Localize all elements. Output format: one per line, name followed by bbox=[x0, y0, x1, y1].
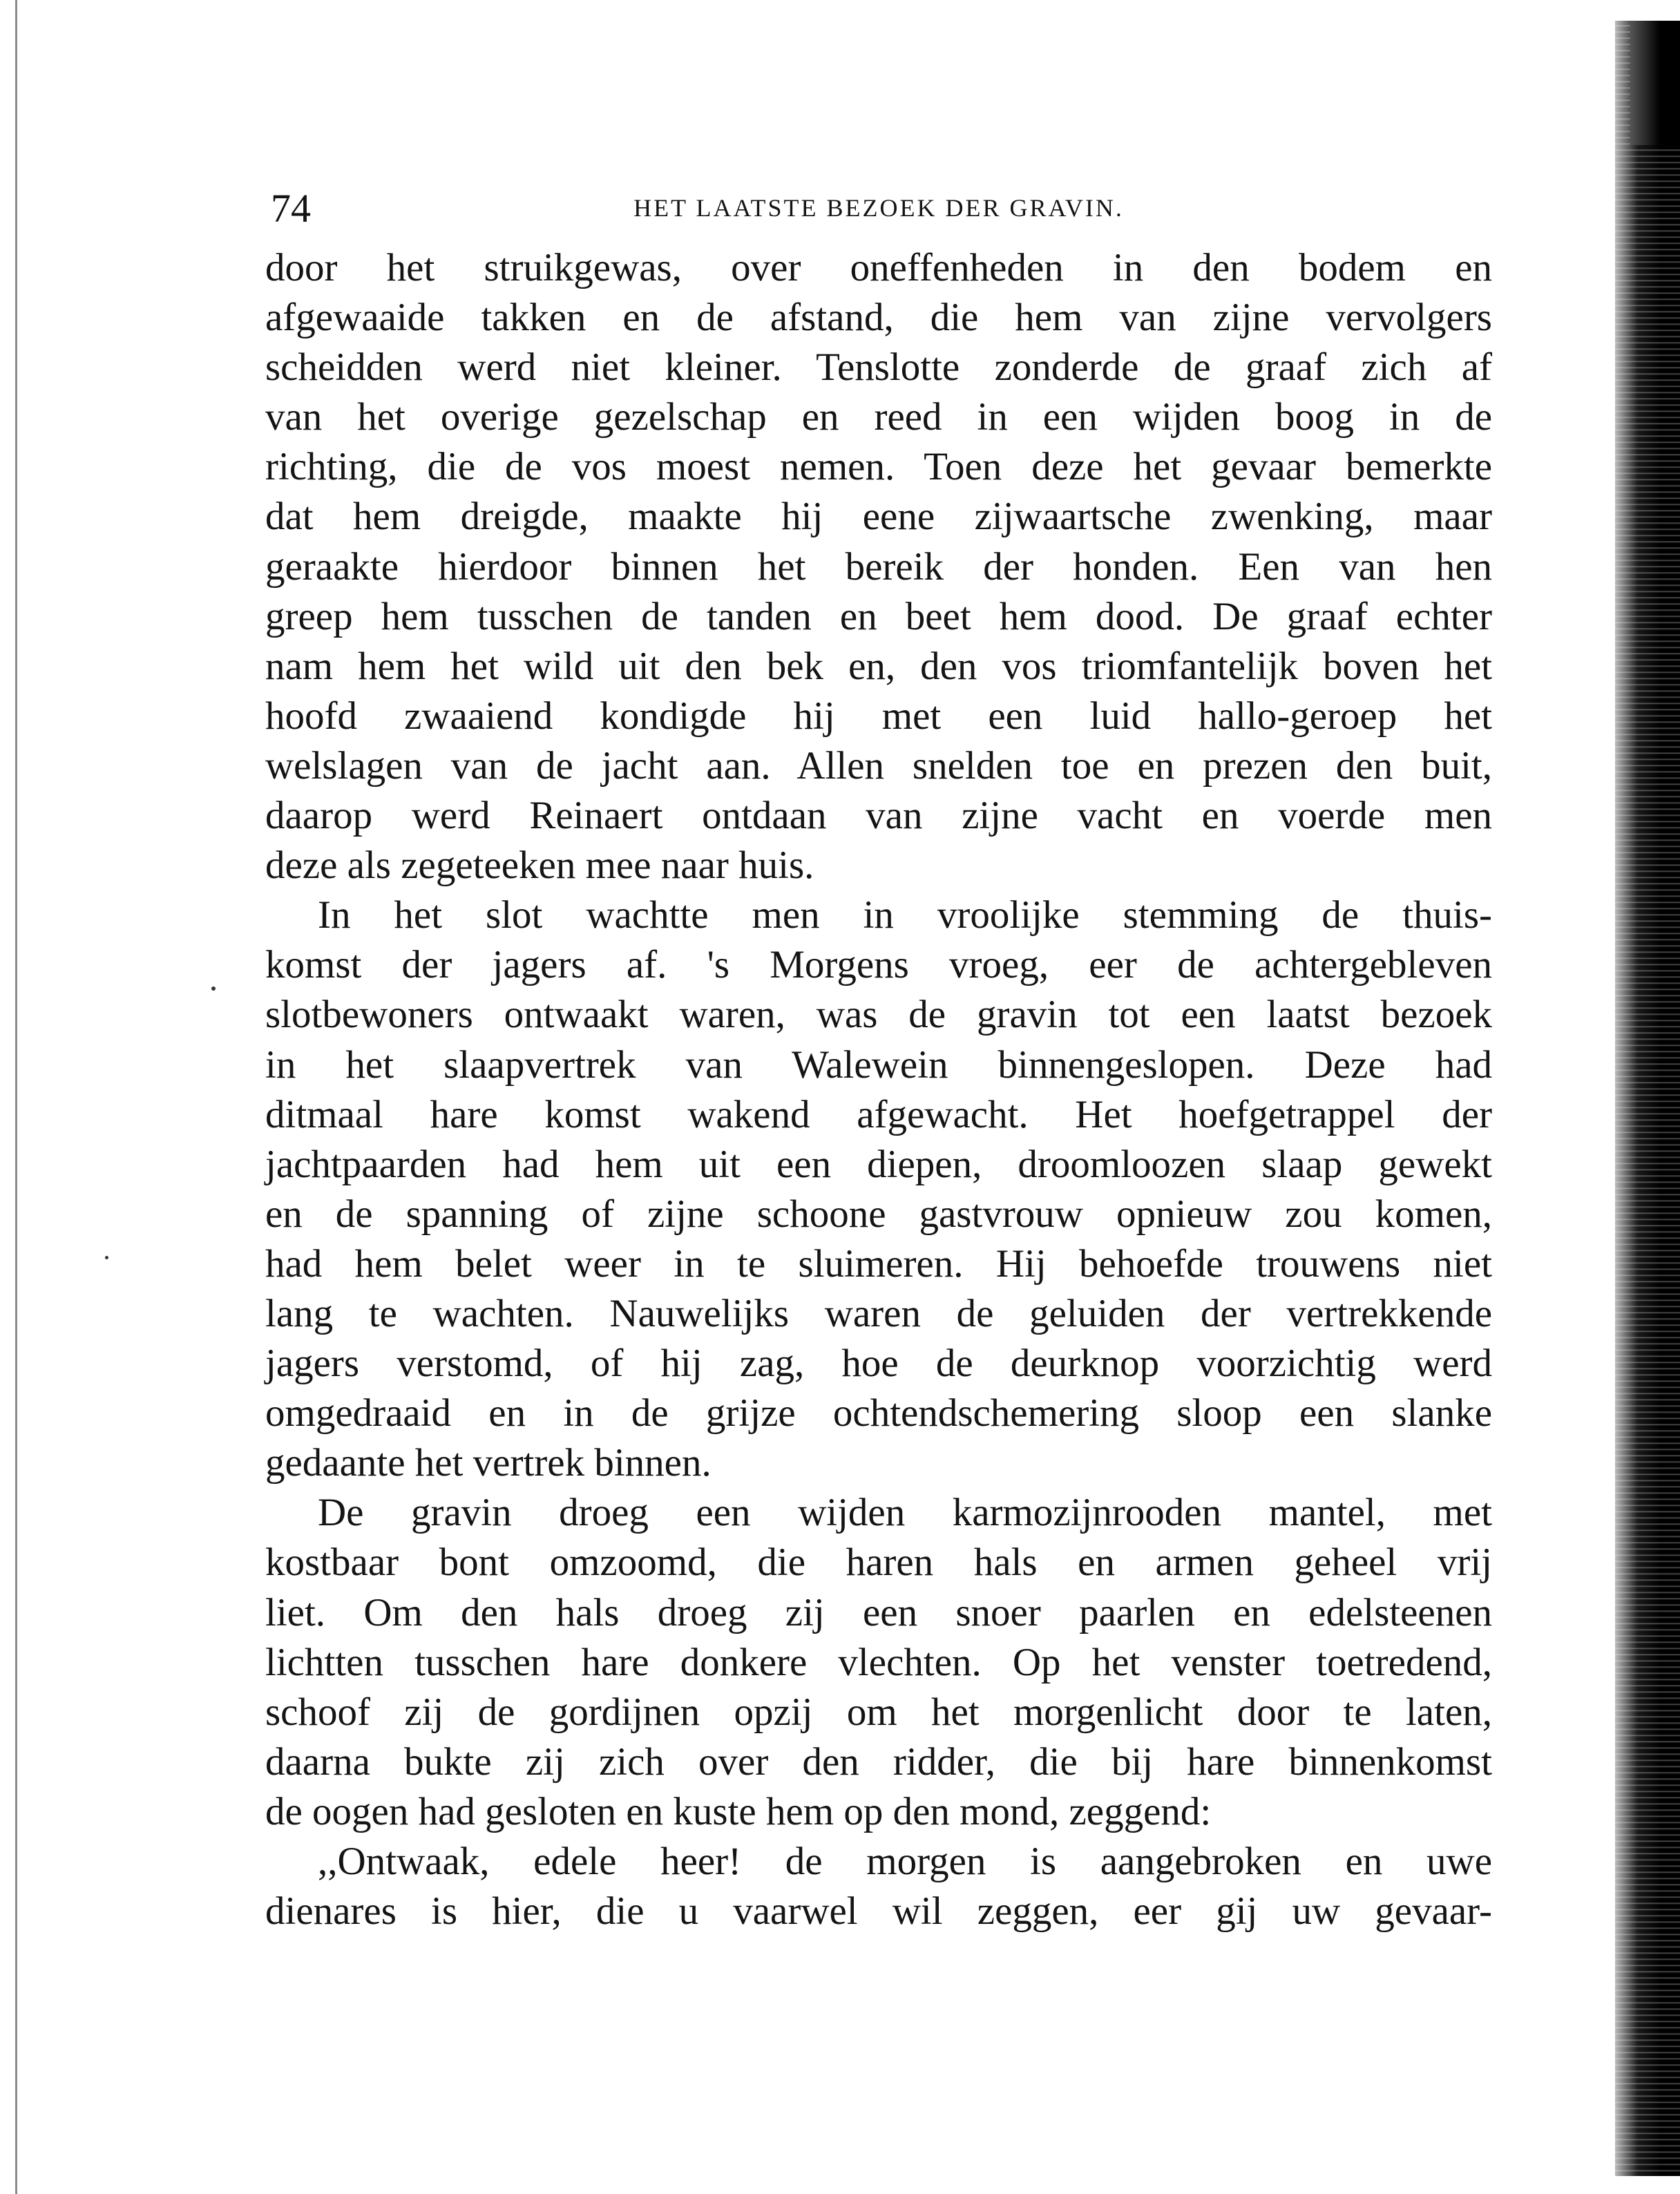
text-line: jagers verstomd, of hij zag, hoe de deurknop voorzichtig werd bbox=[265, 1342, 1492, 1386]
text-line: omgedraaid en in de grijze ochtendschemering sloop een slanke bbox=[265, 1391, 1492, 1435]
text-line: In het slot wachtte men in vroolijke stemming de thuis- bbox=[318, 893, 1492, 937]
text-line: schoof zij de gordijnen opzij om het morgenlicht door te laten, bbox=[265, 1690, 1492, 1734]
text-line: deze als zegeteeken mee naar huis. bbox=[265, 843, 814, 888]
paragraph-4 bbox=[265, 1837, 1492, 1936]
left-page-edge-shadow bbox=[15, 0, 17, 2194]
text-line: daarop werd Reinaert ontdaan van zijne vacht en voerde men bbox=[265, 794, 1492, 838]
text-line: had hem belet weer in te sluimeren. Hij behoefde trouwens niet bbox=[265, 1241, 1492, 1286]
text-line: daarna bukte zij zich over den ridder, die bij hare binnenkomst bbox=[265, 1739, 1492, 1784]
running-head: HET LAATSTE BEZOEK DER GRAVIN. bbox=[633, 194, 1124, 222]
text-line: greep hem tusschen de tanden en beet hem dood. De graaf echter bbox=[265, 594, 1492, 638]
text-line: komst der jagers af. 's Morgens vroeg, eer de achtergebleven bbox=[265, 943, 1492, 987]
text-line: De gravin droeg een wijden karmozijnrooden mantel, met bbox=[318, 1491, 1492, 1535]
text-line: van het overige gezelschap en reed in een wijden boog in de bbox=[265, 395, 1492, 439]
text-line: scheidden werd niet kleiner. Tenslotte zonderde de graaf zich af bbox=[265, 345, 1492, 390]
text-line: dat hem dreigde, maakte hij eene zijwaartsche zwenking, maar bbox=[265, 495, 1492, 539]
right-page-edge-shadow bbox=[1615, 21, 1680, 2176]
text-line: en de spanning of zijne schoone gastvrouw opnieuw zou komen, bbox=[265, 1192, 1492, 1236]
scan-speck bbox=[105, 1256, 108, 1259]
page-header bbox=[271, 181, 1445, 236]
body-text bbox=[265, 243, 1492, 1936]
text-line: jachtpaarden had hem uit een diepen, droomloozen slaap gewekt bbox=[265, 1142, 1492, 1186]
text-line: de oogen had gesloten en kuste hem op den mond, zeggend: bbox=[265, 1789, 1212, 1833]
text-line: nam hem het wild uit den bek en, den vos triomfantelijk boven het bbox=[265, 644, 1492, 688]
text-line: dienares is hier, die u vaarwel wil zeggen, eer gij uw gevaar- bbox=[265, 1889, 1492, 1934]
text-line: kostbaar bont omzoomd, die haren hals en armen geheel vrij bbox=[265, 1540, 1492, 1585]
text-line: slotbewoners ontwaakt waren, was de gravin tot een laatst bezoek bbox=[265, 993, 1492, 1037]
paragraph-3 bbox=[265, 1488, 1492, 1837]
text-line: lichtten tusschen hare donkere vlechten. Op het venster toetredend, bbox=[265, 1640, 1492, 1684]
text-line: lang te wachten. Nauwelijks waren de geluiden der vertrekkende bbox=[265, 1291, 1492, 1335]
text-line: ,,Ontwaak, edele heer! de morgen is aangebroken en uwe bbox=[318, 1840, 1492, 1883]
text-line: gedaante het vertrek binnen. bbox=[265, 1441, 712, 1485]
text-line: afgewaaide takken en de afstand, die hem van zijne vervolgers bbox=[265, 296, 1492, 340]
text-line: door het struikgewas, over oneffenheden in den bodem en bbox=[265, 246, 1492, 289]
text-line: liet. Om den hals droeg zij een snoer paarlen en edelsteenen bbox=[265, 1590, 1492, 1634]
text-line: ditmaal hare komst wakend afgewacht. Het hoefgetrappel der bbox=[265, 1092, 1492, 1136]
text-line: hoofd zwaaiend kondigde hij met een luid hallo-geroep het bbox=[265, 694, 1492, 738]
scan-speck bbox=[211, 986, 216, 991]
text-line: richting, die de vos moest nemen. Toen deze het gevaar bemerkte bbox=[265, 445, 1492, 489]
text-line: geraakte hierdoor binnen het bereik der honden. Een van hen bbox=[265, 544, 1492, 589]
page-number: 74 bbox=[271, 186, 311, 231]
text-line: welslagen van de jacht aan. Allen snelden toe en prezen den buit, bbox=[265, 743, 1492, 788]
paragraph-1 bbox=[265, 243, 1492, 890]
paragraph-2 bbox=[265, 890, 1492, 1488]
right-page-edge-shadow-top bbox=[1630, 21, 1680, 145]
text-line: in het slaapvertrek van Walewein binnengeslopen. Deze had bbox=[265, 1042, 1492, 1087]
